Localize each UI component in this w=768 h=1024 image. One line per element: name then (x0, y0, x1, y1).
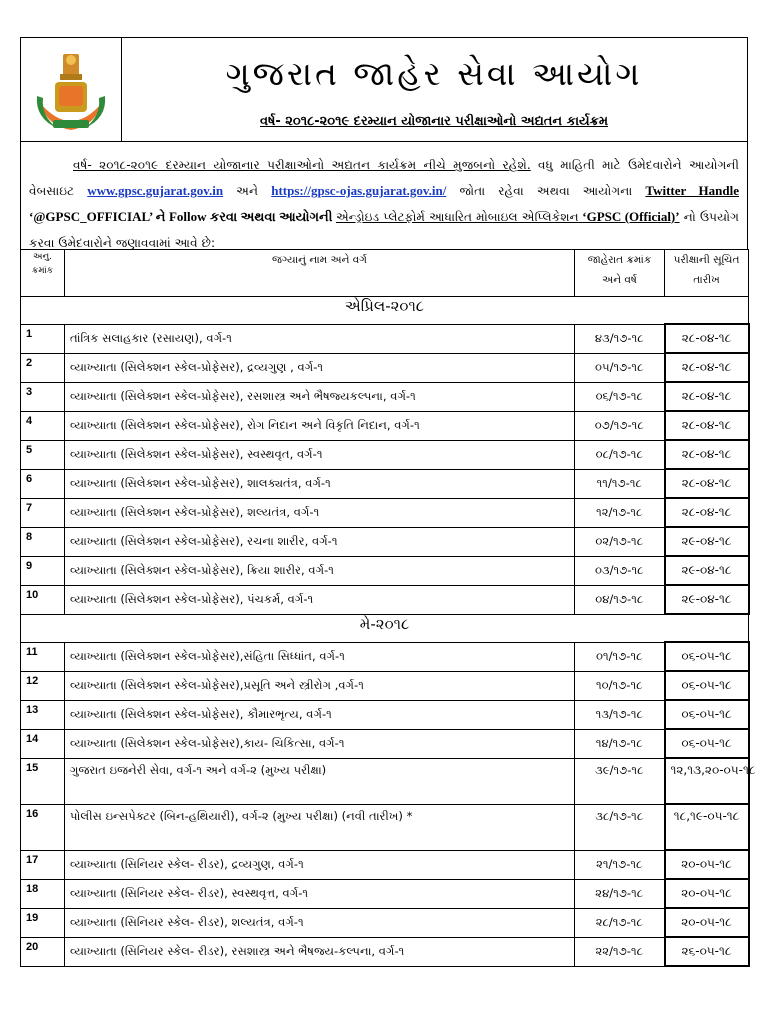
row-advt-number: ૦૭/૧૭-૧૮ (575, 411, 665, 440)
month-heading: એપ્રિલ-૨૦૧૮ (21, 297, 749, 325)
row-exam-date: ૧૮,૧૯-૦૫-૧૮ (665, 804, 749, 850)
table-row (21, 758, 749, 804)
row-serial: 4 (21, 411, 65, 440)
row-exam-date: ૨૮-૦૪-૧૮ (665, 324, 749, 353)
app-name: ‘GPSC (Official)’ (578, 209, 680, 224)
row-serial: 8 (21, 527, 65, 556)
row-post-name: તાંત્રિક સલાહકાર (રસાયણ), વર્ગ-૧ (65, 324, 575, 353)
header-serial: અનુ. ક્રમાંક (21, 250, 65, 297)
row-advt-number: ૩૮/૧૭-૧૮ (575, 804, 665, 850)
row-post-name: વ્યાખ્યાતા (સિનિયર સ્કેલ- રીડર), સ્વસ્થવૃત્ત, વર્ગ-૧ (65, 879, 575, 908)
row-exam-date: ૦૬-૦૫-૧૮ (665, 671, 749, 700)
row-exam-date: ૨૯-૦૪-૧૮ (665, 585, 749, 614)
row-advt-number: ૨૮/૧૭-૧૮ (575, 908, 665, 937)
table-row (21, 411, 749, 440)
row-exam-date: ૨૮-૦૪-૧૮ (665, 440, 749, 469)
subtitle-text: વર્ષ- ૨૦૧૮-૨૦૧૯ દરમ્યાન યોજાનાર પરીક્ષાઓનો અદ્યતન કાર્યક્રમ (259, 114, 609, 129)
row-post-name: વ્યાખ્યાતા (સિલેક્શન સ્કેલ-પ્રોફેસર), પંચકર્મ, વર્ગ-૧ (65, 585, 575, 614)
row-post-name: વ્યાખ્યાતા (સિલેક્શન સ્કેલ-પ્રોફેસર), રસશાસ્ત્ર અને ભૈષજ્યકલ્પના, વર્ગ-૧ (65, 382, 575, 411)
intro-text-2: અને (223, 184, 272, 198)
row-advt-number: ૨૪/૧૭-૧૮ (575, 879, 665, 908)
document-header (20, 37, 748, 142)
row-serial: 10 (21, 585, 65, 614)
row-exam-date: ૧૨,૧૩,૨૦-૦૫-૧૮ (665, 758, 749, 804)
page-subtitle (121, 114, 747, 129)
row-advt-number: ૨૨/૧૭-૧૮ (575, 937, 665, 966)
android-app-text: એન્ડ્રોઇડ પ્લેટફોર્મ આધારિત મોબાઇલ એપ્લિકેશન (335, 210, 579, 224)
row-exam-date: ૨૮-૦૪-૧૮ (665, 469, 749, 498)
row-exam-date: ૨૦-૦૫-૧૮ (665, 850, 749, 879)
table-row (21, 671, 749, 700)
row-post-name: વ્યાખ્યાતા (સિનિયર સ્કેલ- રીડર), રસશાસ્ત્ર અને ભૈષજ્ય-કલ્પના, વર્ગ-૧ (65, 937, 575, 966)
row-advt-number: ૦૮/૧૭-૧૮ (575, 440, 665, 469)
row-advt-number: ૦૬/૧૭-૧૮ (575, 382, 665, 411)
row-exam-date: ૨૮-૦૪-૧૮ (665, 382, 749, 411)
row-post-name: વ્યાખ્યાતા (સિલેક્શન સ્કેલ-પ્રોફેસર),પ્રસૂતિ અને સ્ત્રીરોગ ,વર્ગ-૧ (65, 671, 575, 700)
intro-text-4: ‘@GPSC_OFFICIAL’ ને Follow કરવા અથવા આયોગની (29, 209, 336, 224)
table-row (21, 804, 749, 850)
row-serial: 6 (21, 469, 65, 498)
row-advt-number: ૨૧/૧૭-૧૮ (575, 850, 665, 879)
intro-text-5: નો ઉપયોગ કરવા ઉમેદવારોને જણાવવામાં આવે છે: (29, 210, 739, 250)
row-serial: 11 (21, 642, 65, 671)
row-serial: 7 (21, 498, 65, 527)
table-row (21, 382, 749, 411)
row-post-name: વ્યાખ્યાતા (સિલેક્શન સ્કેલ-પ્રોફેસર), દ્રવ્યગુણ , વર્ગ-૧ (65, 353, 575, 382)
row-exam-date: ૨૮-૦૪-૧૮ (665, 411, 749, 440)
row-serial: 17 (21, 850, 65, 879)
row-exam-date: ૦૬-૦૫-૧૮ (665, 729, 749, 758)
row-serial: 16 (21, 804, 65, 850)
intro-lead: વર્ષ- ૨૦૧૮-૨૦૧૯ દરમ્યાન યોજાનાર પરીક્ષાઓનો અદ્યતન કાર્યક્રમ નીચે મુજબનો રહેશે. (73, 158, 531, 172)
row-advt-number: ૦૫/૧૭-૧૮ (575, 353, 665, 382)
month-row (21, 614, 749, 642)
header-date: પરીક્ષાની સૂચિત તારીખ (665, 250, 749, 297)
table-row (21, 642, 749, 671)
page-title: ગુજરાત જાહેર સેવા આયોગ (225, 54, 643, 93)
intro-text-3: જોતા રહેવા અથવા આયોગના (446, 184, 646, 198)
month-row (21, 297, 749, 325)
table-row (21, 937, 749, 966)
row-serial: 1 (21, 324, 65, 353)
table-row (21, 527, 749, 556)
row-serial: 20 (21, 937, 65, 966)
row-post-name: વ્યાખ્યાતા (સિનિયર સ્કેલ- રીડર), શલ્યતંત્ર, વર્ગ-૧ (65, 908, 575, 937)
row-post-name: વ્યાખ્યાતા (સિલેક્શન સ્કેલ-પ્રોફેસર), રચના શારીર, વર્ગ-૧ (65, 527, 575, 556)
table-row (21, 879, 749, 908)
row-advt-number: ૧૪/૧૭-૧૮ (575, 729, 665, 758)
table-row (21, 700, 749, 729)
table-row (21, 908, 749, 937)
header-post: જગ્યાનું નામ અને વર્ગ (65, 250, 575, 297)
table-header-row (21, 250, 749, 297)
month-heading: મે-૨૦૧૮ (21, 614, 749, 642)
row-serial: 14 (21, 729, 65, 758)
table-row (21, 585, 749, 614)
row-post-name: વ્યાખ્યાતા (સિલેક્શન સ્કેલ-પ્રોફેસર), શાલક્યતંત્ર, વર્ગ-૧ (65, 469, 575, 498)
row-advt-number: ૦૨/૧૭-૧૮ (575, 527, 665, 556)
row-serial: 15 (21, 758, 65, 804)
row-advt-number: ૩૯/૧૭-૧૮ (575, 758, 665, 804)
table-row (21, 469, 749, 498)
row-advt-number: ૧૦/૧૭-૧૮ (575, 671, 665, 700)
row-post-name: વ્યાખ્યાતા (સિલેક્શન સ્કેલ-પ્રોફેસર), રોગ નિદાન અને વિકૃતિ નિદાન, વર્ગ-૧ (65, 411, 575, 440)
table-row (21, 556, 749, 585)
logo-cell (21, 38, 122, 141)
intro-text-1: વધુ માહિતી માટે ઉમેદવારોને આયોગની વેબસાઇટ (29, 158, 739, 198)
row-post-name: વ્યાખ્યાતા (સિનિયર સ્કેલ- રીડર), દ્રવ્યગુણ, વર્ગ-૧ (65, 850, 575, 879)
table-row (21, 353, 749, 382)
exam-schedule-table (20, 249, 756, 967)
row-post-name: ગુજરાત ઇજનેરી સેવા, વર્ગ-૧ અને વર્ગ-૨ (મુખ્ય પરીક્ષા) (65, 758, 575, 804)
row-exam-date: ૨૮-૦૪-૧૮ (665, 498, 749, 527)
row-exam-date: ૨૦-૦૫-૧૮ (665, 879, 749, 908)
row-post-name: વ્યાખ્યાતા (સિલેક્શન સ્કેલ-પ્રોફેસર),સંહિતા સિધ્ધાંત, વર્ગ-૧ (65, 642, 575, 671)
row-serial: 9 (21, 556, 65, 585)
row-post-name: વ્યાખ્યાતા (સિલેક્શન સ્કેલ-પ્રોફેસર),કાય- ચિકિત્સા, વર્ગ-૧ (65, 729, 575, 758)
row-exam-date: ૨૬-૦૫-૧૮ (665, 937, 749, 966)
row-advt-number: ૧૩/૧૭-૧૮ (575, 700, 665, 729)
table-row (21, 498, 749, 527)
row-post-name: વ્યાખ્યાતા (સિલેક્શન સ્કેલ-પ્રોફેસર), કૌમારભૃત્ય, વર્ગ-૧ (65, 700, 575, 729)
row-exam-date: ૨૯-૦૪-૧૮ (665, 556, 749, 585)
row-post-name: વ્યાખ્યાતા (સિલેક્શન સ્કેલ-પ્રોફેસર), ક્રિયા શારીર, વર્ગ-૧ (65, 556, 575, 585)
website-link[interactable]: www.gpsc.gujarat.gov.in (87, 183, 224, 198)
row-serial: 13 (21, 700, 65, 729)
row-advt-number: ૪૩/૧૭-૧૮ (575, 324, 665, 353)
row-exam-date: ૨૯-૦૪-૧૮ (665, 527, 749, 556)
row-advt-number: ૦૩/૧૭-૧૮ (575, 556, 665, 585)
row-serial: 18 (21, 879, 65, 908)
ojas-link[interactable]: https://gpsc-ojas.gujarat.gov.in/ (271, 183, 447, 198)
gujarat-emblem-icon (31, 46, 111, 134)
row-advt-number: ૧૧/૧૭-૧૮ (575, 469, 665, 498)
row-post-name: પોલીસ ઇન્સપેક્ટર (બિન-હથિયારી), વર્ગ-૨ (મુખ્ય પરીક્ષા) (નવી તારીખ) * (65, 804, 575, 850)
table-row (21, 850, 749, 879)
header-advt: જાહેરાત ક્રમાંક અને વર્ષ (575, 250, 665, 297)
row-advt-number: ૦૧/૧૭-૧૮ (575, 642, 665, 671)
row-advt-number: ૧૨/૧૭-૧૮ (575, 498, 665, 527)
row-serial: 2 (21, 353, 65, 382)
table-row (21, 440, 749, 469)
row-serial: 12 (21, 671, 65, 700)
table-row (21, 729, 749, 758)
intro-paragraph (20, 142, 748, 249)
row-post-name: વ્યાખ્યાતા (સિલેક્શન સ્કેલ-પ્રોફેસર), સ્વસ્થવૃત, વર્ગ-૧ (65, 440, 575, 469)
row-exam-date: ૨૦-૦૫-૧૮ (665, 908, 749, 937)
twitter-handle-label: Twitter Handle (645, 183, 739, 198)
row-post-name: વ્યાખ્યાતા (સિલેક્શન સ્કેલ-પ્રોફેસર), શલ્યતંત્ર, વર્ગ-૧ (65, 498, 575, 527)
row-serial: 5 (21, 440, 65, 469)
table-row (21, 324, 749, 353)
row-exam-date: ૦૬-૦૫-૧૮ (665, 642, 749, 671)
row-advt-number: ૦૪/૧૭-૧૮ (575, 585, 665, 614)
row-serial: 3 (21, 382, 65, 411)
row-exam-date: ૦૬-૦૫-૧૮ (665, 700, 749, 729)
row-exam-date: ૨૮-૦૪-૧૮ (665, 353, 749, 382)
row-serial: 19 (21, 908, 65, 937)
